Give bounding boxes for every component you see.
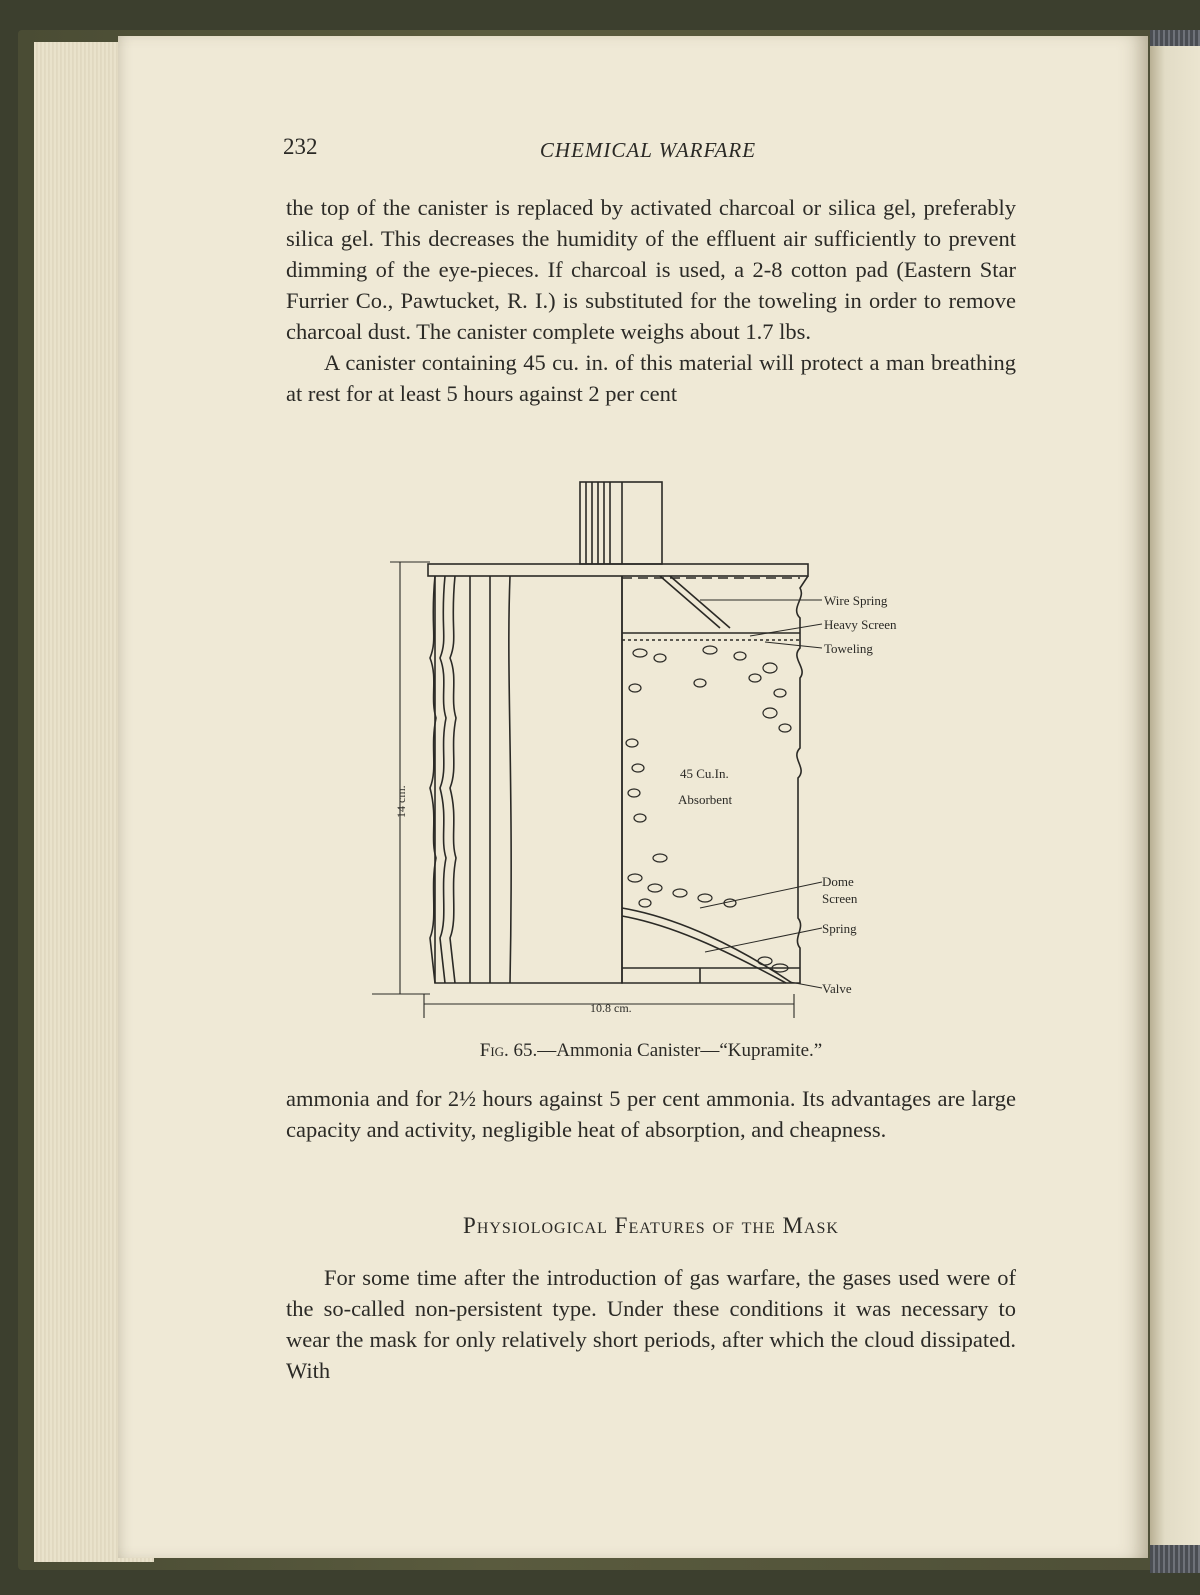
body-text-after-figure xyxy=(286,1083,1016,1145)
cloth-binding-bottom xyxy=(1150,1545,1200,1573)
label-dome: Dome xyxy=(822,874,854,889)
body-text-top xyxy=(286,192,1016,409)
caption-text: —Ammonia Canister—“Kupramite.” xyxy=(537,1040,823,1061)
paragraph-non-persistent: For some time after the introduction of gas warfare, the gases used were of the so-called non-persistent type. Under these conditions it was necessary to wear the mask for only relatively short periods, after which the cloud dissipated. With xyxy=(286,1265,1016,1383)
canister-diagram xyxy=(360,478,920,1038)
wire-spring xyxy=(660,576,730,628)
running-head: CHEMICAL WARFARE xyxy=(539,138,757,162)
label-spring: Spring xyxy=(822,921,857,936)
label-width-dimension: 10.8 cm. xyxy=(590,1001,632,1015)
page-header xyxy=(283,134,1013,166)
section-heading: Physiological Features of the Mask xyxy=(463,1213,839,1238)
label-height-dimension: 14 cm. xyxy=(394,785,408,818)
label-toweling: Toweling xyxy=(824,641,873,656)
facing-page-edge xyxy=(1150,40,1200,1545)
canister-lid xyxy=(428,564,808,576)
label-valve: Valve xyxy=(822,981,852,996)
label-wire-spring: Wire Spring xyxy=(824,593,888,608)
canister-exterior xyxy=(435,576,622,983)
label-dome-screen: Screen xyxy=(822,891,858,906)
page-number: 232 xyxy=(283,134,318,159)
label-absorbent: Absorbent xyxy=(678,792,733,807)
cloth-binding-top xyxy=(1150,30,1200,46)
paragraph-protection: A canister containing 45 cu. in. of this material will protect a man breathing at rest for at least 5 hours against 2 per cent xyxy=(286,350,1016,406)
label-absorbent-volume: 45 Cu.In. xyxy=(680,766,729,781)
body-text-section xyxy=(286,1262,1016,1386)
paragraph-canister: the top of the canister is replaced by activated charcoal or silica gel, preferably silica gel. This decreases the humidity of the effluent air sufficiently to prevent dimming of the eye-pieces. If charcoal is used, a 2-8 cotton pad (Eastern Star Furrier Co., Pawtucket, R. I.) is substituted for the toweling in order to remove charcoal dust. The canister complete weighs about 1.7 lbs. xyxy=(286,195,1016,344)
figure-caption xyxy=(286,1040,1016,1062)
paragraph-ammonia: ammonia and for 2½ hours against 5 per cent ammonia. Its advantages are large capacity and activity, negligible heat of absorption, and cheapness. xyxy=(286,1086,1016,1142)
caption-figure-number: Fig. 65. xyxy=(479,1040,538,1061)
label-heavy-screen: Heavy Screen xyxy=(824,617,897,632)
